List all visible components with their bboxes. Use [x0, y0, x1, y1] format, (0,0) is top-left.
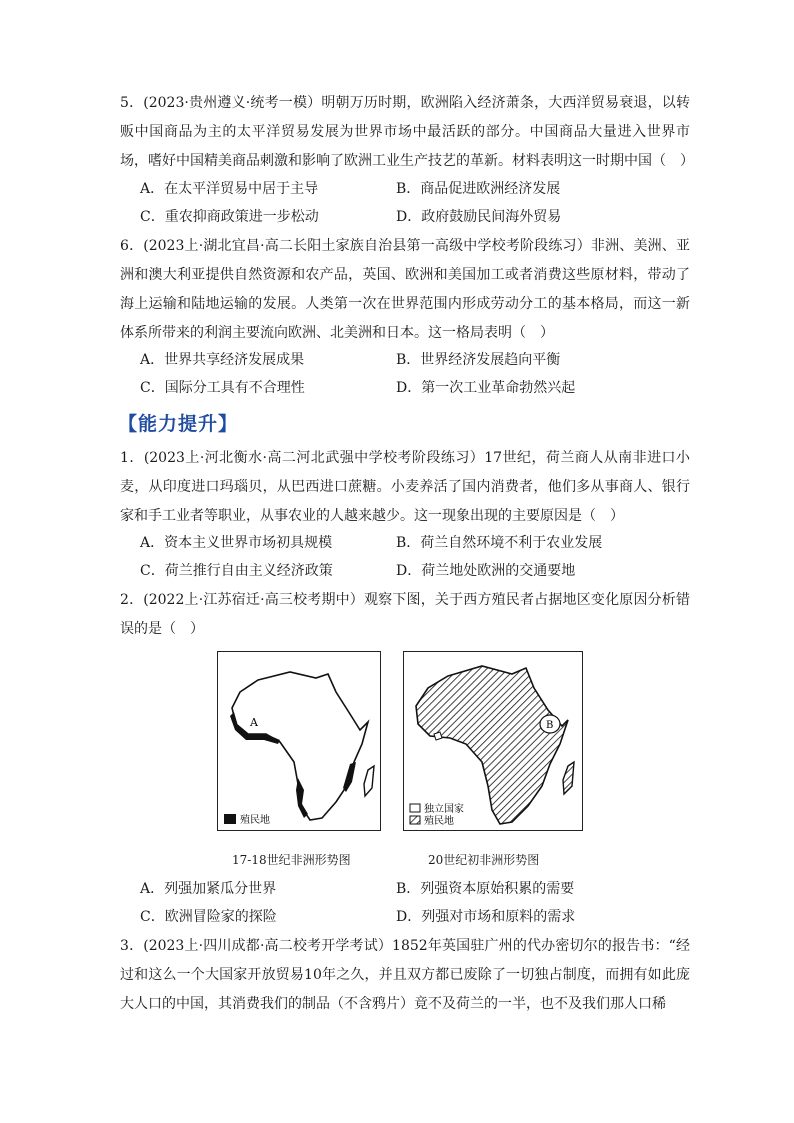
africa-map-figure — [404, 652, 582, 830]
option-c[interactable]: C．重农抑商政策进一步松动 — [140, 209, 319, 225]
question-5-options — [140, 175, 660, 231]
legend-colony-label: 殖民地 — [240, 815, 270, 826]
option-c[interactable]: C．欧洲冒险家的探险 — [140, 909, 277, 925]
question-6-text: 6．(2023上·湖北宜昌·高二长阳土家族自治县第一高级中学校考阶段练习）非洲、美洲、亚洲和澳大利亚提供自然资源和农产品，英国、欧洲和美国加工或者消费这些原材料，带动了海上运输和陆地运输的发展。人类第一次在世界范围内形成劳动分工的基本格局，而这一新体系所带来的利润主要流向欧洲、北美洲和日本。这一格局表明（ ） — [120, 238, 690, 341]
legend-colony-swatch — [224, 814, 236, 824]
section-question-1-text: 1．(2023上·河北衡水·高二河北武强中学校考阶段练习）17世纪，荷兰商人从南非进口小麦，从印度进口玛瑙贝，从巴西进口蔗糖。小麦养活了国内消费者，他们多从事商人、银行家和手工业者等职业，从事农业的人越来越少。这一现象出现的主要原因是（ ） — [120, 450, 690, 524]
madagascar — [364, 766, 374, 796]
option-b[interactable]: B．商品促进欧洲经济发展 — [396, 181, 561, 197]
section-title: 【能力提升】 — [118, 413, 239, 435]
option-a[interactable]: A．在太平洋贸易中居于主导 — [140, 181, 319, 197]
option-a[interactable]: A．资本主义世界市场初具规模 — [140, 535, 333, 551]
option-d[interactable]: D．列强对市场和原料的需求 — [396, 909, 576, 925]
legend-colony-swatch — [410, 816, 420, 824]
options-row — [140, 374, 660, 402]
options-row — [140, 557, 660, 585]
option-c[interactable]: C．国际分工具有不合理性 — [140, 380, 305, 396]
map-left-caption: 17-18世纪非洲形势图 — [232, 853, 351, 867]
independent-liberia — [434, 732, 442, 740]
options-row — [140, 875, 660, 903]
africa-outline-colonies — [416, 666, 568, 824]
map-marker-b: B — [546, 720, 554, 731]
options-row — [140, 529, 660, 557]
section-question-3-text: 3．(2023上·四川成都·高二校考开学考试）1852年英国驻广州的代办密切尔的报告书：“经过和这么一个大国家开放贸易10年之久，并且双方都已废除了一切独占制度，而拥有如此庞大人口的中国，其消费我们的制品（不含鸦片）竟不及荷兰的一半，也不及我们那人口稀 — [120, 938, 690, 1012]
africa-map-20-century — [403, 651, 583, 831]
question-5-text: 5．(2023·贵州遵义·统考一模）明朝万历时期，欧洲陷入经济萧条，大西洋贸易衰退，以转贩中国商品为主的太平洋贸易发展为世界市场中最活跃的部分。中国商品大量进入世界市场，嗜好中国精美商品刺激和影响了欧洲工业生产技艺的革新。材料表明这一时期中国（ ） — [120, 95, 694, 169]
option-d[interactable]: D．第一次工业革命勃然兴起 — [396, 380, 576, 396]
option-d[interactable]: D．荷兰地处欧洲的交通要地 — [396, 563, 576, 579]
question-6-options — [140, 346, 660, 402]
africa-map-17-18-century — [217, 651, 381, 831]
option-b[interactable]: B．世界经济发展趋向平衡 — [396, 352, 561, 368]
options-row — [140, 203, 660, 231]
option-a[interactable]: A．世界共享经济发展成果 — [140, 352, 305, 368]
legend-colony-label: 殖民地 — [424, 816, 454, 827]
africa-map-figure — [218, 652, 380, 830]
legend-independent-label: 独立国家 — [424, 804, 464, 815]
section-question-1-options — [140, 529, 660, 585]
section-question-2-text: 2．(2022上·江苏宿迁·高三校考期中）观察下图，关于西方殖民者占据地区变化原因分析错误的是（ ） — [120, 592, 690, 637]
options-row — [140, 175, 660, 203]
option-b[interactable]: B．荷兰自然环境不利于农业发展 — [396, 535, 603, 551]
map-marker-a: A — [250, 716, 258, 729]
options-row — [140, 346, 660, 374]
section-question-2-options — [140, 875, 660, 931]
options-row — [140, 903, 660, 931]
madagascar — [563, 762, 574, 794]
legend-independent-swatch — [410, 804, 420, 812]
map-right-caption: 20世纪初非洲形势图 — [428, 853, 540, 867]
option-b[interactable]: B．列强资本原始积累的需要 — [396, 881, 575, 897]
option-c[interactable]: C．荷兰推行自由主义经济政策 — [140, 563, 333, 579]
option-d[interactable]: D．政府鼓励民间海外贸易 — [396, 209, 562, 225]
option-a[interactable]: A．列强加紧瓜分世界 — [140, 881, 277, 897]
